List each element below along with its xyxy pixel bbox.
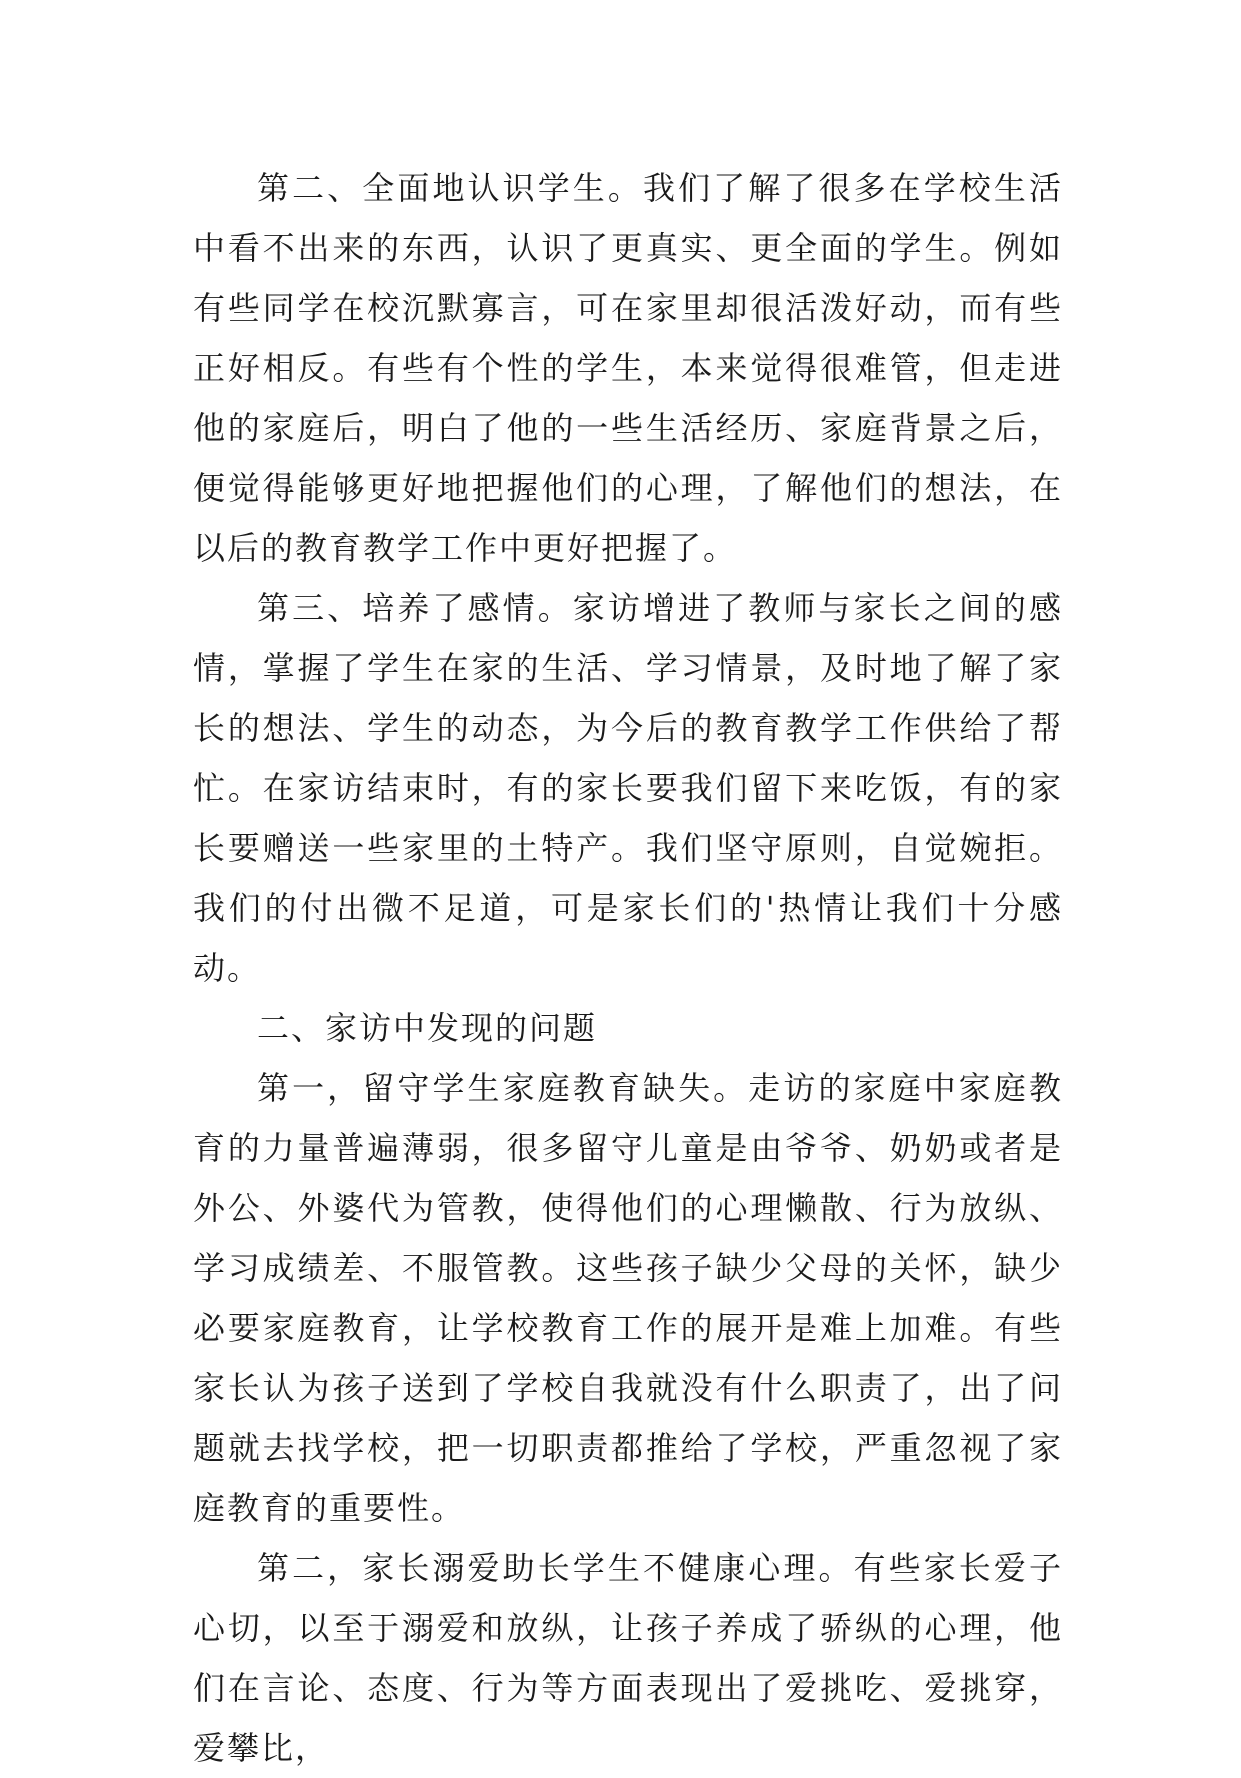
document-body	[193, 158, 1063, 1778]
paragraph-understand-students: 第二、全面地认识学生。我们了解了很多在学校生活中看不出来的东西，认识了更真实、更全面的学生。例如有些同学在校沉默寡言，可在家里却很活泼好动，而有些正好相反。有些有个性的学生，本来觉得很难管，但走进他的家庭后，明白了他的一些生活经历、家庭背景之后，便觉得能够更好地把握他们的心理，了解他们的想法，在以后的教育教学工作中更好把握了。	[193, 169, 1063, 567]
paragraph-build-feelings: 第三、培养了感情。家访增进了教师与家长之间的感情，掌握了学生在家的生活、学习情景，及时地了解了家长的想法、学生的动态，为今后的教育教学工作供给了帮忙。在家访结束时，有的家长要我们留下来吃饭，有的家长要赠送一些家里的土特产。我们坚守原则，自觉婉拒。我们的付出微不足道，可是家长们的'热情让我们十分感动。	[193, 589, 1063, 987]
paragraph-parental-indulgence: 第二，家长溺爱助长学生不健康心理。有些家长爱子心切，以至于溺爱和放纵，让孩子养成了骄纵的心理，他们在言论、态度、行为等方面表现出了爱挑吃、爱挑穿，爱攀比，	[193, 1549, 1063, 1767]
section-heading-problems: 二、家访中发现的问题	[257, 1009, 598, 1047]
paragraph-left-behind-students: 第一，留守学生家庭教育缺失。走访的家庭中家庭教育的力量普遍薄弱，很多留守儿童是由爷爷、奶奶或者是外公、外婆代为管教，使得他们的心理懒散、行为放纵、学习成绩差、不服管教。这些孩子缺少父母的关怀，缺少必要家庭教育，让学校教育工作的展开是难上加难。有些家长认为孩子送到了学校自我就没有什么职责了，出了问题就去找学校，把一切职责都推给了学校，严重忽视了家庭教育的重要性。	[193, 1069, 1063, 1527]
